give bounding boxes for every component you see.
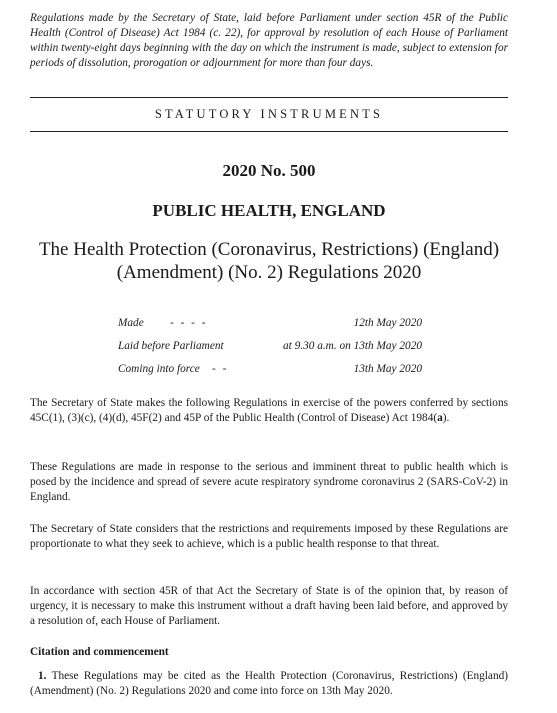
date-leader: - - - - (170, 317, 208, 329)
bottom-rule (30, 131, 508, 132)
subject-heading: PUBLIC HEALTH, ENGLAND (152, 201, 386, 220)
provision-1 (30, 669, 508, 699)
date-value: 13th May 2020 (353, 363, 422, 375)
series-heading: STATUTORY INSTRUMENTS (154, 107, 384, 121)
date-value: 12th May 2020 (353, 317, 422, 329)
date-row-laid (118, 339, 422, 362)
threat-paragraph: These Regulations are made in response to the serious and imminent threat to public health which is posed by the incidence and spread of severe acute respiratory syndrome coronavirus 2 (SARS-CoV-2) in England. (30, 461, 508, 503)
proportionality-paragraph: The Secretary of State considers that the restrictions and requirements imposed by these Regulations are proportionate to what they seek to achieve, which is a public health response to that threat. (30, 523, 508, 550)
date-row-made (118, 316, 422, 339)
date-leader: - - (212, 363, 229, 375)
paragraph-text-end: ). (442, 412, 450, 424)
si-number: 2020 No. 500 (222, 161, 316, 180)
enacting-paragraph (30, 396, 508, 426)
provision-text: These Regulations may be cited as the Health Protection (Coronavirus, Restrictions) (England) (Amendment) (No. 2) Regulations 2020 and come into force on 13th May 2020. (30, 670, 509, 697)
provision-number: 1. (38, 670, 47, 682)
footnote-reference[interactable]: a (437, 412, 443, 424)
top-rule (30, 97, 508, 98)
date-label: Made (118, 317, 144, 329)
paragraph-text: The Secretary of State makes the following Regulations in exercise of the powers conferred by sections 45C(1), (3)(c), (4)(d), 45F(2) and 45P of the Public Health (Control of Disease) Act 1984( (30, 397, 508, 424)
date-label: Laid before Parliament (118, 340, 224, 352)
preamble-text: Regulations made by the Secretary of State, laid before Parliament under section 45R of the Public Health (Control of Disease) Act 1984 (c. 22), for approval by resolution of each House of Parliament within twenty-eight days beginning with the day on which the instrument is made, subject to extension for periods of dissolution, prorogation or adjournment for more than four days. (30, 12, 508, 69)
title-line-1: The Health Protection (Coronavirus, Restrictions) (England) (38, 239, 500, 260)
date-row-in-force (118, 362, 422, 385)
section-heading: Citation and commencement (30, 646, 169, 658)
dates-table (118, 316, 422, 385)
date-label: Coming into force (118, 363, 200, 375)
title-line-2: (Amendment) (No. 2) Regulations 2020 (116, 262, 422, 283)
instrument-title (30, 238, 508, 284)
urgency-paragraph: In accordance with section 45R of that Act the Secretary of State is of the opinion that, by reason of urgency, it is necessary to make this instrument without a draft having been laid before, and approved by a resolution of, each House of Parliament. (30, 585, 508, 627)
date-value: at 9.30 a.m. on 13th May 2020 (282, 340, 422, 352)
